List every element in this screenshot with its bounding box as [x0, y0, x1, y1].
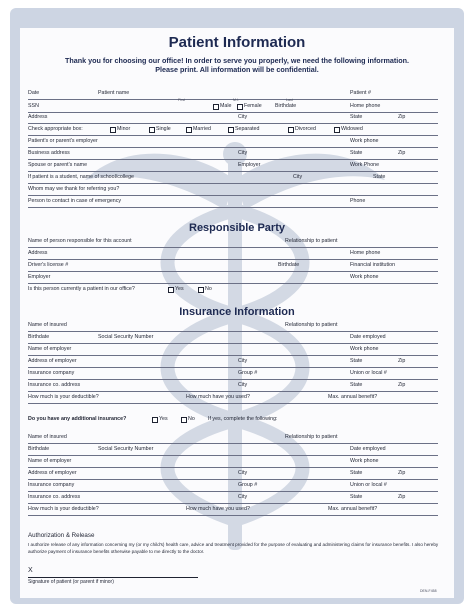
label-spouse-work-phone: Work Phone: [350, 162, 380, 168]
signature-line[interactable]: [28, 577, 198, 578]
label-work-phone: Work phone: [350, 346, 379, 352]
label-insurance-address: Insurance co. address: [28, 382, 81, 388]
label-birthdate: Birthdate: [275, 103, 297, 109]
label-employer-name: Name of employer: [28, 346, 72, 352]
label-zip: Zip: [398, 114, 406, 120]
label-union-number: Union or local #: [350, 482, 387, 488]
label-city: City: [238, 494, 248, 500]
row-employer-address[interactable]: [28, 358, 438, 368]
label-state: State: [350, 150, 363, 156]
label-separated: Separated: [235, 126, 260, 132]
label-married: Married: [193, 126, 211, 132]
label-minor: Minor: [117, 126, 131, 132]
label-ssn: Social Security Number: [98, 446, 154, 452]
label-birthdate: Birthdate: [28, 446, 50, 452]
label-yes: Yes: [159, 416, 168, 422]
authorization-title: Authorization & Release: [28, 532, 95, 539]
label-group-number: Group #: [238, 370, 258, 376]
label-divorced: Divorced: [295, 126, 316, 132]
label-zip: Zip: [398, 494, 406, 500]
checkbox-single[interactable]: [149, 127, 155, 133]
label-current-patient: Is this person currently a patient in our office?: [28, 286, 135, 292]
label-employer: Patient's or parent's employer: [28, 138, 98, 144]
authorization-text: I authorize release of any information concerning my (or my child's) health care, advice and treatment provided for the purpose of evaluating and administering claims for insurance benefits. I also hereby authorize payment of insurance benefits otherwise payable to me directly to the doctor.: [28, 542, 439, 554]
label-max-benefit: Max. annual benefit?: [328, 394, 378, 400]
section-title-responsible-party: Responsible Party: [189, 222, 285, 234]
label-city: City: [238, 382, 248, 388]
label-patient-number: Patient #: [350, 90, 371, 96]
row-date-patient-name[interactable]: [28, 90, 438, 100]
label-insurance-address: Insurance co. address: [28, 494, 81, 500]
page-title: Patient Information: [168, 34, 306, 51]
row-responsible-address[interactable]: [28, 250, 438, 260]
row-insurance-address[interactable]: [28, 382, 438, 392]
label-max-benefit: Max. annual benefit?: [328, 506, 378, 512]
label-state: State: [350, 494, 363, 500]
label-used: How much have you used?: [186, 394, 250, 400]
label-zip: Zip: [398, 382, 406, 388]
label-city: City: [293, 174, 303, 180]
label-responsible-name: Name of person responsible for this account: [28, 238, 132, 244]
label-city: City: [238, 114, 248, 120]
row-student[interactable]: [28, 174, 438, 184]
label-state: State: [350, 470, 363, 476]
checkbox-male[interactable]: [213, 104, 219, 110]
label-work-phone: Work phone: [350, 458, 379, 464]
label-no: No: [205, 286, 212, 292]
label-if-yes: If yes, complete the following:: [208, 416, 278, 422]
label-state: State: [350, 114, 363, 120]
row-marital-status[interactable]: [28, 126, 438, 136]
label-address: Address: [28, 250, 48, 256]
row-employer-address-2[interactable]: [28, 470, 438, 480]
checkbox-widowed[interactable]: [334, 127, 340, 133]
row-business-address[interactable]: [28, 150, 438, 160]
label-patient-name: Patient name: [98, 90, 130, 96]
label-group-number: Group #: [238, 482, 258, 488]
label-used: How much have you used?: [186, 506, 250, 512]
label-spouse-name: Spouse or parent's name: [28, 162, 88, 168]
label-yes: Yes: [175, 286, 184, 292]
row-address[interactable]: [28, 114, 438, 124]
checkbox-yes[interactable]: [168, 287, 174, 293]
checkbox-female[interactable]: [237, 104, 243, 110]
label-relationship: Relationship to patient: [285, 434, 338, 440]
label-employer-address: Address of employer: [28, 358, 77, 364]
label-date-employed: Date employed: [350, 334, 386, 340]
checkbox-no[interactable]: [181, 417, 187, 423]
label-insurance-company: Insurance company: [28, 370, 75, 376]
label-emergency-contact: Person to contact in case of emergency: [28, 198, 122, 204]
checkbox-divorced[interactable]: [288, 127, 294, 133]
label-single: Single: [156, 126, 171, 132]
sublabel-last: Last: [286, 98, 293, 102]
row-responsible-name[interactable]: [28, 238, 438, 248]
label-birthdate: Birthdate: [28, 334, 50, 340]
row-employer[interactable]: [28, 138, 438, 148]
row-insurance-address-2[interactable]: [28, 494, 438, 504]
row-responsible-employer[interactable]: [28, 274, 438, 284]
label-financial-institution: Financial institution: [350, 262, 396, 268]
row-insured-employer[interactable]: [28, 346, 438, 356]
row-insurance-company-2[interactable]: [28, 482, 438, 492]
label-home-phone: Home phone: [350, 103, 381, 109]
row-insured-birthdate-2[interactable]: [28, 446, 438, 456]
label-ssn: Social Security Number: [98, 334, 154, 340]
label-employer-name: Name of employer: [28, 458, 72, 464]
sublabel-first: First: [178, 98, 185, 102]
label-spouse-employer: Employer: [238, 162, 261, 168]
checkbox-no[interactable]: [198, 287, 204, 293]
label-insured-name: Name of insured: [28, 434, 67, 440]
sublabel-mi: M.I.: [233, 98, 239, 102]
row-deductible[interactable]: [28, 394, 438, 404]
row-insured-name-2[interactable]: [28, 434, 438, 444]
row-insured-name[interactable]: [28, 322, 438, 332]
row-insurance-company[interactable]: [28, 370, 438, 380]
section-title-insurance: Insurance Information: [179, 306, 295, 318]
label-city: City: [238, 358, 248, 364]
label-phone: Phone: [350, 198, 366, 204]
label-zip: Zip: [398, 150, 406, 156]
signature-x-mark: X: [28, 567, 33, 574]
label-union-number: Union or local #: [350, 370, 387, 376]
row-current-patient[interactable]: [28, 286, 438, 295]
label-city: City: [238, 150, 248, 156]
label-date: Date: [28, 90, 40, 96]
label-work-phone: Work phone: [350, 138, 379, 144]
label-female: Female: [244, 103, 262, 109]
label-additional-insurance: Do you have any additional insurance?: [28, 416, 127, 422]
label-business-address: Business address: [28, 150, 70, 156]
label-relationship: Relationship to patient: [285, 322, 338, 328]
checkbox-separated[interactable]: [228, 127, 234, 133]
label-zip: Zip: [398, 470, 406, 476]
label-date-employed: Date employed: [350, 446, 386, 452]
label-referral: Whom may we thank for referring you?: [28, 186, 120, 192]
row-spouse[interactable]: [28, 162, 438, 172]
label-check-box: Check appropriate box:: [28, 126, 83, 132]
label-birthdate: Birthdate: [278, 262, 300, 268]
label-employer-address: Address of employer: [28, 470, 77, 476]
label-home-phone: Home phone: [350, 250, 381, 256]
checkbox-yes[interactable]: [152, 417, 158, 423]
label-deductible: How much is your deductible?: [28, 506, 99, 512]
label-relationship: Relationship to patient: [285, 238, 338, 244]
checkbox-minor[interactable]: [110, 127, 116, 133]
label-male: Male: [220, 103, 232, 109]
row-drivers-license[interactable]: [28, 262, 438, 272]
label-state: State: [350, 358, 363, 364]
label-ssn: SSN: [28, 103, 39, 109]
row-deductible-2[interactable]: [28, 506, 438, 516]
row-insured-employer-2[interactable]: [28, 458, 438, 468]
label-zip: Zip: [398, 358, 406, 364]
form-number: DEN-F458: [420, 589, 437, 593]
label-deductible: How much is your deductible?: [28, 394, 99, 400]
checkbox-married[interactable]: [186, 127, 192, 133]
label-student-school: If patient is a student, name of school/college: [28, 174, 135, 180]
label-state: State: [350, 382, 363, 388]
row-additional-insurance[interactable]: [28, 416, 438, 425]
label-state: State: [373, 174, 386, 180]
label-insured-name: Name of insured: [28, 322, 67, 328]
label-city: City: [238, 470, 248, 476]
row-emergency-contact[interactable]: [28, 198, 438, 208]
label-widowed: Widowed: [341, 126, 363, 132]
label-insurance-company: Insurance company: [28, 482, 75, 488]
label-employer: Employer: [28, 274, 51, 280]
label-no: No: [188, 416, 195, 422]
row-insured-birthdate[interactable]: [28, 334, 438, 344]
intro-text-1: Thank you for choosing our office! In order to serve you properly, we need the following information.: [64, 56, 410, 65]
label-address: Address: [28, 114, 48, 120]
signature-caption: Signature of patient (or parent if minor): [28, 579, 114, 585]
label-work-phone: Work phone: [350, 274, 379, 280]
intro-text-2: Please print. All information will be confidential.: [155, 65, 319, 74]
label-drivers-license: Driver's license #: [28, 262, 69, 268]
row-referral[interactable]: [28, 186, 438, 196]
row-ssn-sex-birthdate[interactable]: [28, 103, 438, 113]
